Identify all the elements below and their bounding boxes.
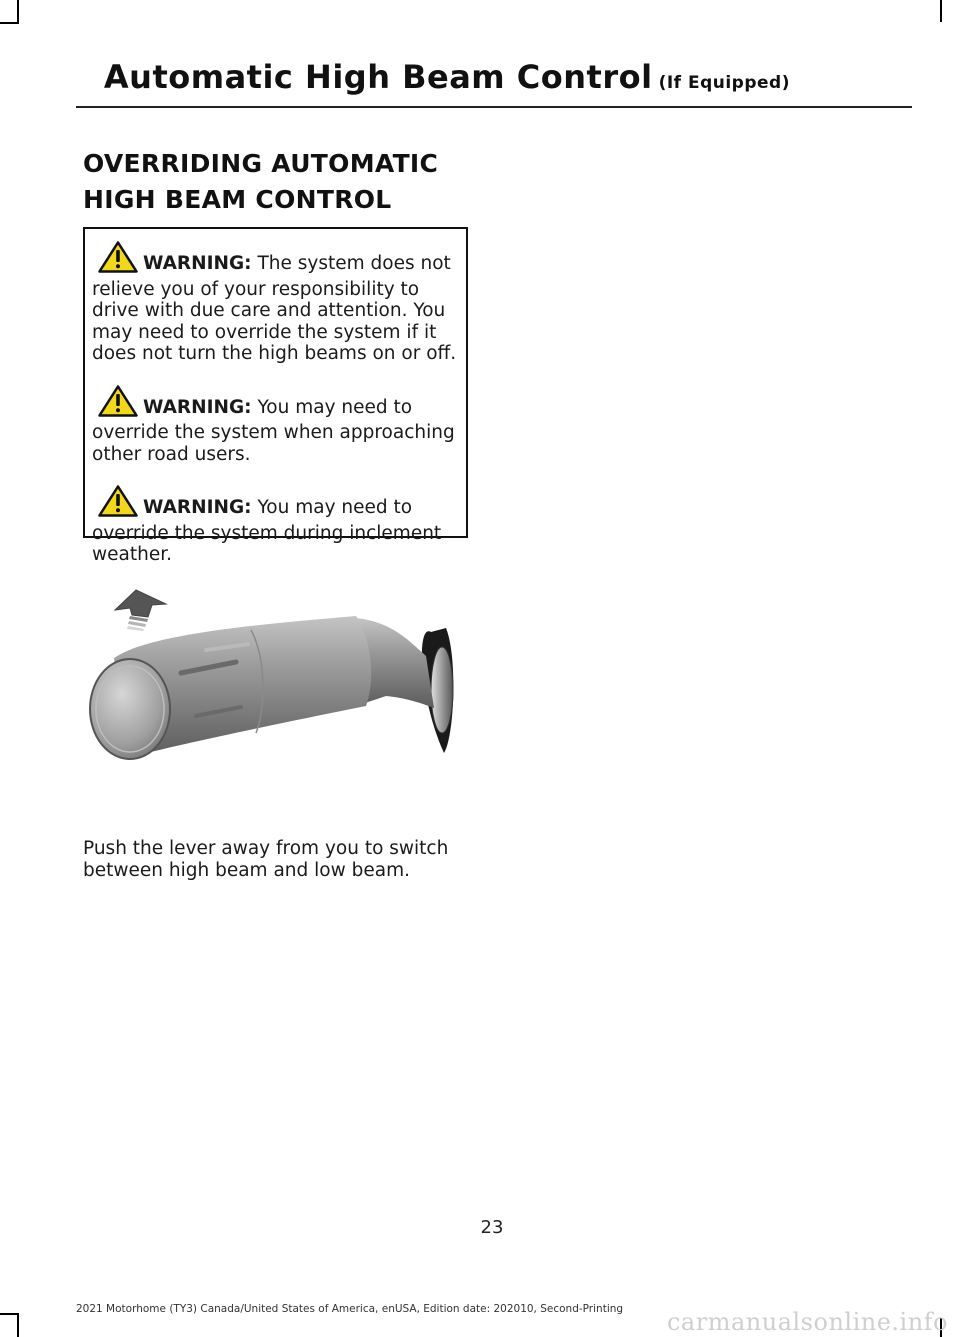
page-header-title: Automatic High Beam Control (If Equipped) [103, 58, 790, 96]
page-number: 23 [480, 1217, 504, 1238]
warning-item [92, 241, 461, 365]
lever-illustration [86, 588, 472, 763]
section-heading: OVERRIDING AUTOMATIC HIGH BEAM CONTROL [83, 149, 439, 214]
warning-triangle-icon [98, 241, 138, 279]
warning-text: You may need to override the system during inclement weather. [92, 497, 442, 565]
page-header-subtitle: (If Equipped) [658, 73, 790, 93]
edition-footer: 2021 Motorhome (TY3) Canada/United States of America, enUSA, Edition date: 202010, Second-Printing [76, 1303, 624, 1315]
warning-label: WARNING: [143, 396, 252, 418]
warning-triangle-icon [98, 485, 138, 523]
warning-item [92, 485, 461, 566]
warning-label: WARNING: [143, 253, 252, 274]
crop-mark [17, 0, 19, 22]
instruction-text: Push the lever away from you to switch between high beam and low beam. [83, 838, 449, 881]
header-divider [76, 106, 912, 108]
warning-item [92, 385, 461, 466]
crop-mark [940, 0, 942, 22]
crop-mark [0, 22, 19, 24]
warning-box [83, 227, 468, 565]
warning-label: WARNING: [143, 497, 252, 518]
warning-text: You may need to override the system when approaching other road users. [92, 396, 455, 465]
crop-mark [17, 1313, 19, 1337]
watermark-text: carmanualsonline.info [666, 1308, 948, 1336]
warning-text: The system does not relieve you of your responsibility to drive with due care and attention. You may need to override the system if it does not turn the high beams on or off. [92, 253, 457, 364]
push-arrow-icon [115, 590, 166, 631]
warning-triangle-icon [98, 385, 138, 423]
